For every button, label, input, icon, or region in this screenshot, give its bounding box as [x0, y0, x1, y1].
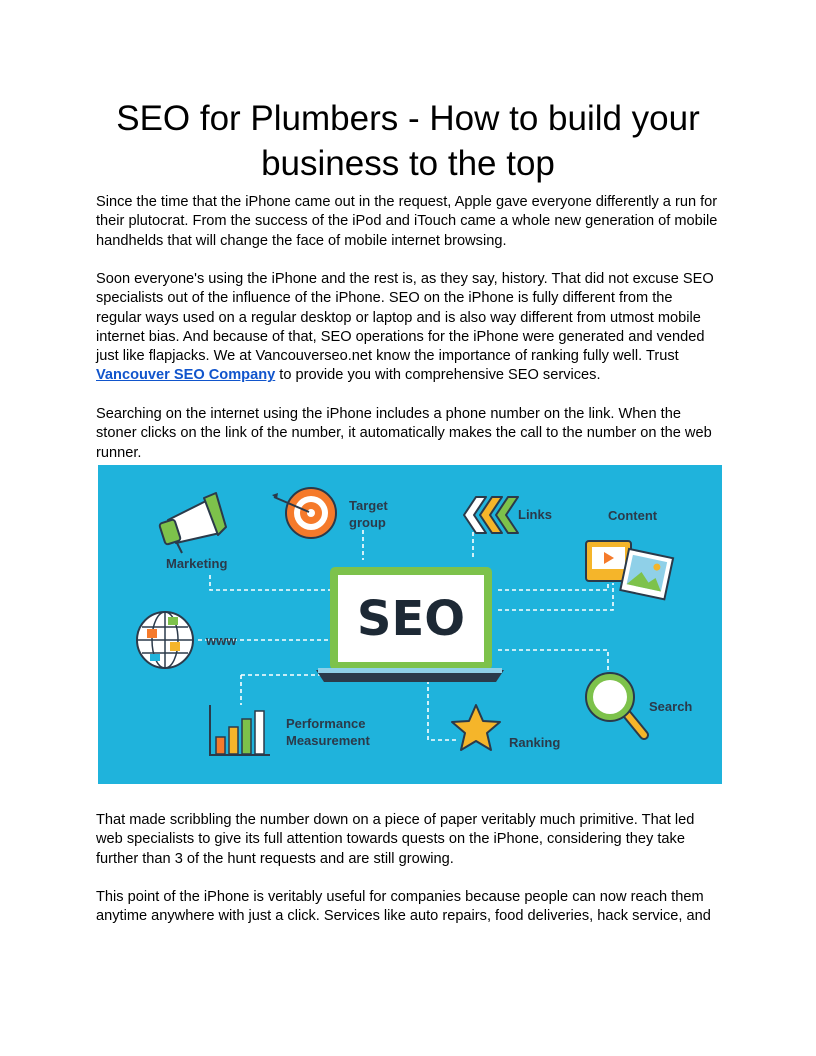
paragraph-1: Since the time that the iPhone came out in the request, Apple gave everyone differently a run for their plutocrat. From the success of the iPod and iTouch came a whole new generation of mobile handhelds that will change the face of mobile internet browsing.: [96, 194, 718, 249]
content-label: Content: [608, 508, 658, 523]
paragraph-4: That made scribbling the number down on a piece of paper veritably much primitive. That led web specialists to give its full attention towards quests on the iPhone, considering they take further than 3 of the hunt requests and are still growing.: [96, 812, 695, 867]
vancouver-seo-company-link[interactable]: Vancouver SEO Company: [96, 367, 276, 384]
links-label: Links: [518, 507, 552, 522]
marketing-label: Marketing: [166, 556, 228, 571]
seo-center-label: SEO: [356, 591, 466, 647]
ranking-label: Ranking: [509, 735, 561, 750]
search-label: Search: [649, 699, 693, 714]
paragraph-3: Searching on the internet using the iPhone includes a phone number on the link. When the stoner clicks on the link of the number, it automatically makes the call to the number on the web runner.: [96, 406, 712, 461]
performance-label-2: Measurement: [286, 733, 370, 748]
target-group-label-1: Target: [349, 498, 388, 513]
seo-infographic: [98, 465, 722, 784]
www-label: www: [206, 633, 237, 648]
paragraph-2-text-end: to provide you with comprehensive SEO services.: [275, 367, 601, 384]
paragraph-5: This point of the iPhone is veritably useful for companies because people can now reach them anytime anywhere with just a click. Services like auto repairs, food deliveries, hack service, and: [96, 889, 711, 925]
performance-label-1: Performance: [286, 716, 366, 731]
paragraph-2-text-start: Soon everyone's using the iPhone and the rest is, as they say, history. That did not excuse SEO specialists out of the influence of the iPhone. SEO on the iPhone is fully different from the regular ways used on a regular desktop or laptop and is also way different from utmost mobile internet bias. And because of that, SEO operations for the iPhone were generated and vended just like flapjacks. We at Vancouverseo.net know the importance of ranking fully well. Trust: [96, 271, 714, 365]
target-group-label-2: group: [349, 515, 386, 530]
globe-icon: [137, 612, 193, 668]
paragraph-2: [96, 270, 720, 386]
document-title: SEO for Plumbers - How to build your business to the top: [116, 99, 700, 183]
